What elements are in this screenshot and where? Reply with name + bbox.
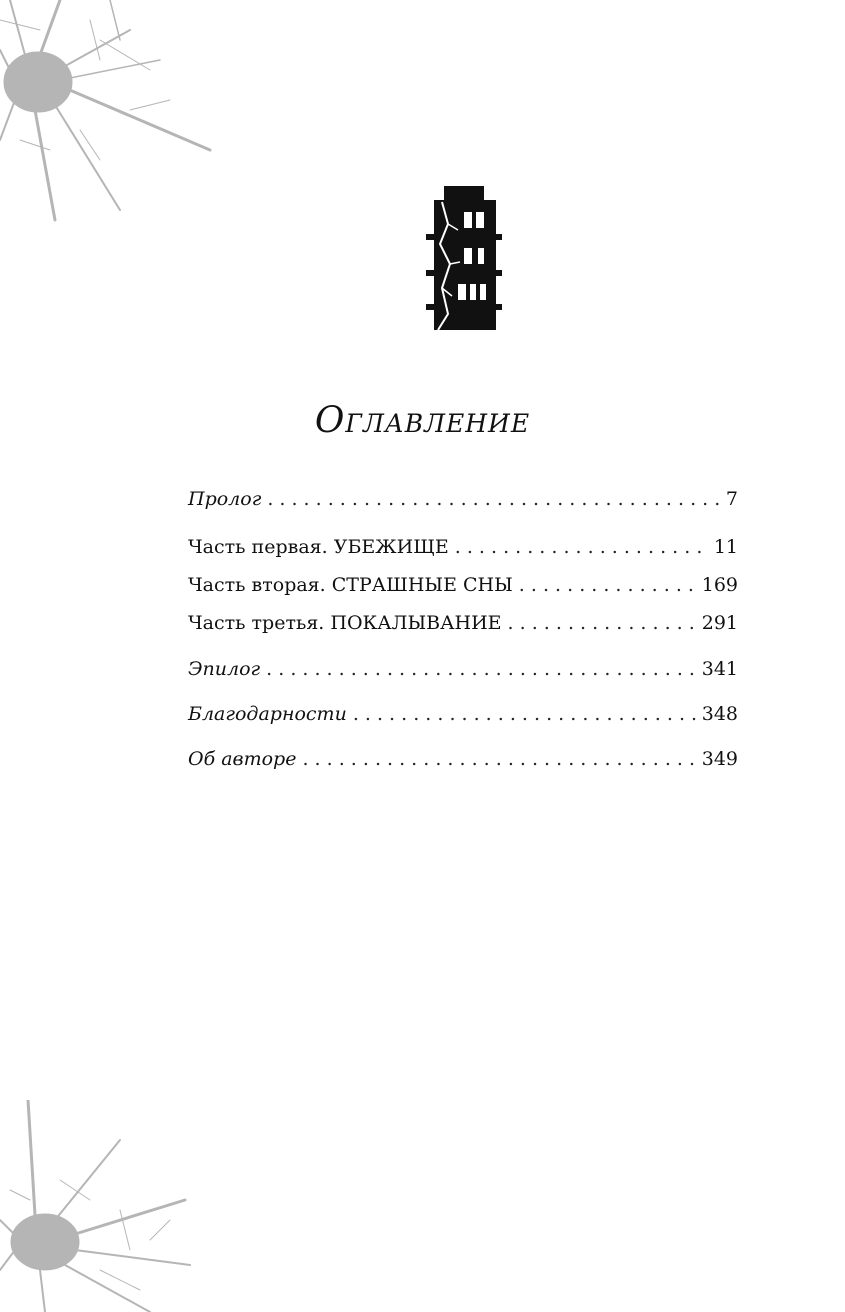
toc-leader-dots xyxy=(508,612,696,634)
toc-entry-page: 348 xyxy=(701,703,738,725)
toc-entry-part-two[interactable] xyxy=(188,574,738,604)
toc-entry-page: 7 xyxy=(725,488,738,510)
toc-leader-dots xyxy=(302,748,695,770)
toc-entry-page: 341 xyxy=(701,658,738,680)
toc-entry-page: 291 xyxy=(701,612,738,634)
toc-entry-label: Часть первая. УБЕЖИЩЕ xyxy=(188,536,449,558)
toc-leader-dots xyxy=(266,658,696,680)
page-title: Оглавление xyxy=(314,400,531,441)
toc-entry-label: Часть третья. ПОКАЛЫВАНИЕ xyxy=(188,612,502,634)
toc-entry-label: Об авторе xyxy=(188,748,297,770)
toc-entry-part-three[interactable] xyxy=(188,612,738,642)
toc-entry-page: 169 xyxy=(701,574,738,596)
toc-entry-label: Благодарности xyxy=(188,703,347,725)
toc-entry-about-author[interactable] xyxy=(188,748,738,778)
toc-leader-dots xyxy=(455,536,708,558)
toc-entry-acknowledgements[interactable] xyxy=(188,703,738,733)
toc-entry-part-one[interactable] xyxy=(188,536,738,566)
cracked-building-icon xyxy=(424,184,504,330)
toc-entry-page: 349 xyxy=(701,748,738,770)
toc-entry-page: 11 xyxy=(713,536,738,558)
toc-leader-dots xyxy=(267,488,720,510)
cracked-glass-decoration-top xyxy=(0,0,230,230)
toc-entry-label: Часть вторая. СТРАШНЫЕ СНЫ xyxy=(188,574,513,596)
cracked-glass-decoration-bottom xyxy=(0,1100,210,1312)
toc-entry-prologue[interactable] xyxy=(188,488,738,518)
toc-leader-dots xyxy=(519,574,696,596)
toc-entry-label: Пролог xyxy=(188,488,262,510)
toc-leader-dots xyxy=(353,703,696,725)
toc-entry-label: Эпилог xyxy=(188,658,261,680)
toc-entry-epilogue[interactable] xyxy=(188,658,738,688)
